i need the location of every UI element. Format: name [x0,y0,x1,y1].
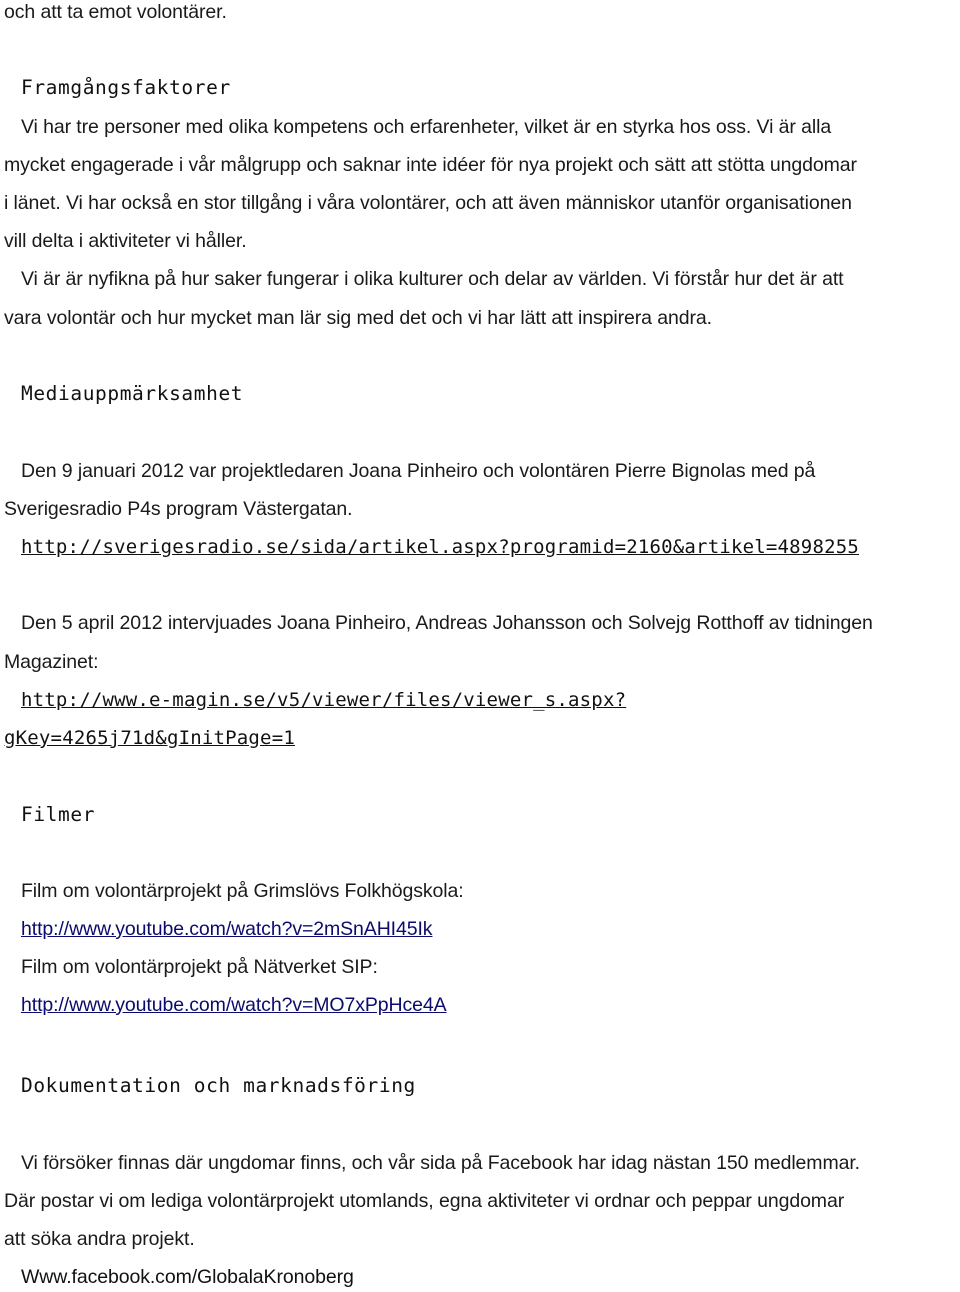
paragraph-line: vill delta i aktiviteter vi håller. [4,230,247,252]
link-emagin-continued[interactable]: gKey=4265j71d&gInitPage=1 [4,727,295,749]
paragraph-line: vara volontär och hur mycket man lär sig med det och vi har lätt att inspirera andra. [4,307,712,329]
paragraph-line: Magazinet: [4,651,99,673]
link-sverigesradio[interactable]: http://sverigesradio.se/sida/artikel.aspx?programid=2160&artikel=4898255 [21,536,860,558]
heading-dokumentation: Dokumentation och marknadsföring [21,1074,416,1097]
paragraph-line: Vi är är nyfikna på hur saker fungerar i olika kulturer och delar av världen. Vi förstår hur det är att [21,268,844,290]
paragraph-line: att söka andra projekt. [4,1228,195,1250]
facebook-address: Www.facebook.com/GlobalaKronoberg [21,1266,354,1288]
heading-filmer: Filmer [21,803,96,826]
paragraph-line: Sverigesradio P4s program Västergatan. [4,498,353,520]
heading-framgangsfaktorer: Framgångsfaktorer [21,76,231,99]
paragraph-line: Vi försöker finnas där ungdomar finns, och vår sida på Facebook har idag nästan 150 medlemmar. [21,1152,860,1174]
paragraph-line: mycket engagerade i vår målgrupp och saknar inte idéer för nya projekt och sätt att stötta ungdomar [4,154,857,176]
film2-label: Film om volontärprojekt på Nätverket SIP: [21,956,378,978]
link-youtube-film2[interactable]: http://www.youtube.com/watch?v=MO7xPpHce4A [21,994,447,1016]
paragraph-line: Den 9 januari 2012 var projektledaren Joana Pinheiro och volontären Pierre Bignolas med på [21,460,816,482]
heading-mediauppmarksamhet: Mediauppmärksamhet [21,382,244,405]
paragraph-line: Vi har tre personer med olika kompetens och erfarenheter, vilket är en styrka hos oss. Vi är alla [21,116,832,138]
paragraph-line: Den 5 april 2012 intervjuades Joana Pinheiro, Andreas Johansson och Solvejg Rotthoff av tidningen [21,612,873,634]
film1-label: Film om volontärprojekt på Grimslövs Folkhögskola: [21,880,464,902]
link-youtube-film1[interactable]: http://www.youtube.com/watch?v=2mSnAHI45Ik [21,918,433,940]
link-emagin[interactable]: http://www.e-magin.se/v5/viewer/files/viewer_s.aspx? [21,689,627,711]
paragraph-line: i länet. Vi har också en stor tillgång i våra volontärer, och att även människor utanför organisationen [4,192,852,214]
paragraph-line: Där postar vi om lediga volontärprojekt utomlands, egna aktiviteter vi ordnar och peppar ungdomar [4,1190,845,1212]
intro-text: och att ta emot volontärer. [4,1,227,23]
